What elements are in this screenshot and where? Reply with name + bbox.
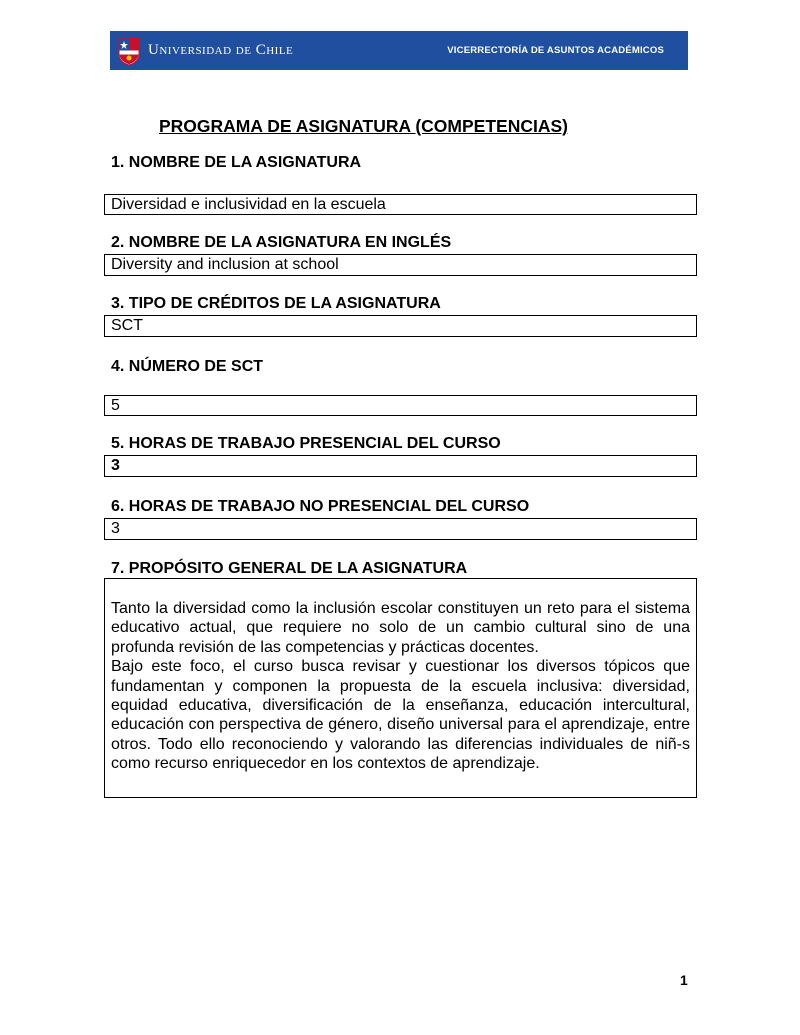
section-heading-general-purpose: 7. PROPÓSITO GENERAL DE LA ASIGNATURA [111,560,468,577]
header-banner [110,31,688,70]
course-name-english-field: Diversity and inclusion at school [104,254,697,276]
university-brand [118,36,293,66]
section-heading-course-name-english: 2. NOMBRE DE LA ASIGNATURA EN INGLÉS [111,234,452,251]
purpose-paragraph: Bajo este foco, el curso busca revisar y cuestionar los diversos tópicos que fundamentan y componen la propuesta de la escuela inclusiva: diversidad, equidad educativa, diversificación de la enseñanza, educación intercultural, educación con perspectiva de género, diseño universal para el aprendizaje, entre otros. Todo ello reconociendo y valorando las diferencias individuales de niñ-s como recurso enriquecedor en los contextos de aprendizaje. [111,658,690,773]
credit-type-field: SCT [104,315,697,337]
general-purpose-box [104,578,697,798]
university-name: Universidad de Chile [148,42,294,58]
purpose-paragraph: Tanto la diversidad como la inclusión escolar constituyen un reto para el sistema educativo actual, que requiere no solo de un cambio cultural sino de una profunda revisión de las competencias y prácticas docentes. [111,600,690,656]
course-name-field: Diversidad e inclusividad en la escuela [104,194,697,215]
page-number: 1 [680,972,688,988]
section-heading-remote-hours: 6. HORAS DE TRABAJO NO PRESENCIAL DEL CURSO [111,498,530,515]
document-title: PROGRAMA DE ASIGNATURA (COMPETENCIAS) [159,116,568,136]
section-heading-credit-type: 3. TIPO DE CRÉDITOS DE LA ASIGNATURA [111,295,441,312]
section-heading-in-person-hours: 5. HORAS DE TRABAJO PRESENCIAL DEL CURSO [111,435,501,452]
office-name: VICERRECTORÍA DE ASUNTOS ACADÉMICOS [447,45,664,56]
in-person-hours-field: 3 [104,455,697,477]
sct-number-field: 5 [104,395,697,416]
remote-hours-field: 3 [104,518,697,540]
section-heading-course-name: 1. NOMBRE DE LA ASIGNATURA [111,154,362,171]
section-heading-sct-number: 4. NÚMERO DE SCT [111,358,264,375]
university-crest-icon [118,36,140,66]
